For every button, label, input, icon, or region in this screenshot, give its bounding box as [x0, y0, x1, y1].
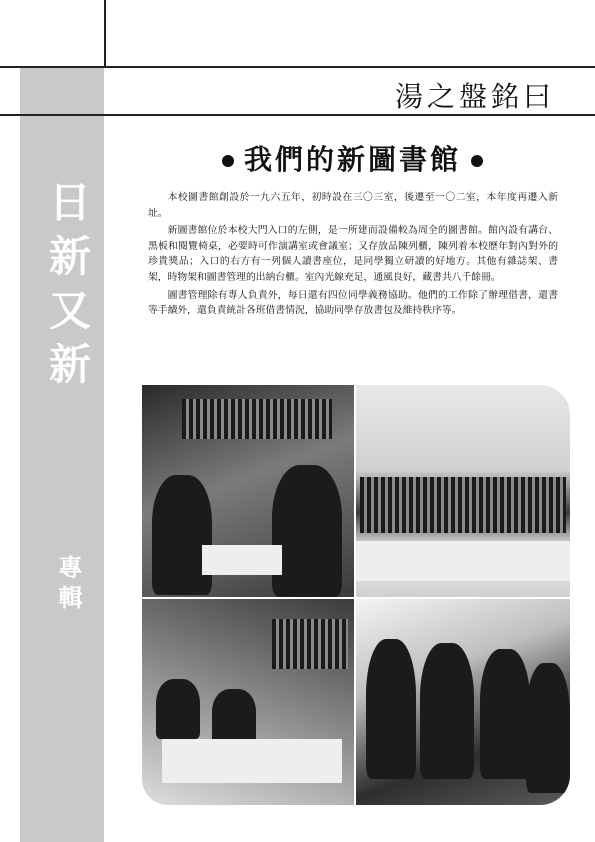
student-figure [156, 679, 200, 739]
student-figure [526, 663, 570, 793]
student-figure [420, 643, 474, 779]
top-rule [0, 66, 595, 68]
side-banner-top [20, 0, 106, 68]
bullet-right-icon [471, 155, 483, 167]
student-figure [272, 465, 342, 597]
masthead-title: 湯之盤銘曰 [394, 80, 555, 113]
bookshelf [272, 619, 348, 669]
paragraph: 圖書管理除有專人負責外，每日還有四位同學義務協助。他們的工作除了辦理借書，還書等手續外，還負責統計各班借書情況，協助同學存放書包及維持秩序等。 [148, 289, 558, 317]
bookshelf [360, 477, 566, 533]
student-figure [366, 639, 416, 779]
photo-reading-room [356, 385, 570, 597]
bullet-left-icon [222, 155, 234, 167]
side-banner [20, 0, 104, 842]
photo-students-studying [142, 599, 354, 805]
article-body [148, 190, 558, 321]
article-headline [140, 138, 565, 178]
reading-table [162, 739, 342, 783]
student-figure [152, 475, 212, 595]
side-title: 日新又新 [43, 180, 92, 396]
paragraph: 本校圖書館創設於一九六五年，初時設在三〇三室，後遷至一〇二室，本年度再遷入新址。 [148, 192, 558, 219]
photo-collage [142, 385, 570, 805]
photo-librarians-at-desk [142, 385, 354, 597]
student-figure [480, 649, 530, 779]
bookshelf [182, 399, 332, 439]
photo-students-reading [356, 599, 570, 805]
headline-text: 我們的新圖書館 [243, 143, 461, 176]
reading-table [356, 541, 570, 581]
student-figure [212, 689, 256, 745]
paragraph: 新圖書館位於本校大門入口的左側，是一所建而設備較為周全的圖書館。館內設有講台、黑板和閱覽椅桌，必要時可作演講室或會議室；又存放品陳列櫃，陳列着本校歷年對內對外的珍貴獎品；入口的右方有一列個人讀書座位，是同學獨立研讀的好地方。其他有雜誌架、書架，時物架和圖書管理的出納台櫃。室內光線充足，通風良好，藏書共八千餘冊。 [148, 225, 558, 283]
desk [202, 545, 282, 575]
side-subtitle: 專輯 [54, 555, 82, 615]
